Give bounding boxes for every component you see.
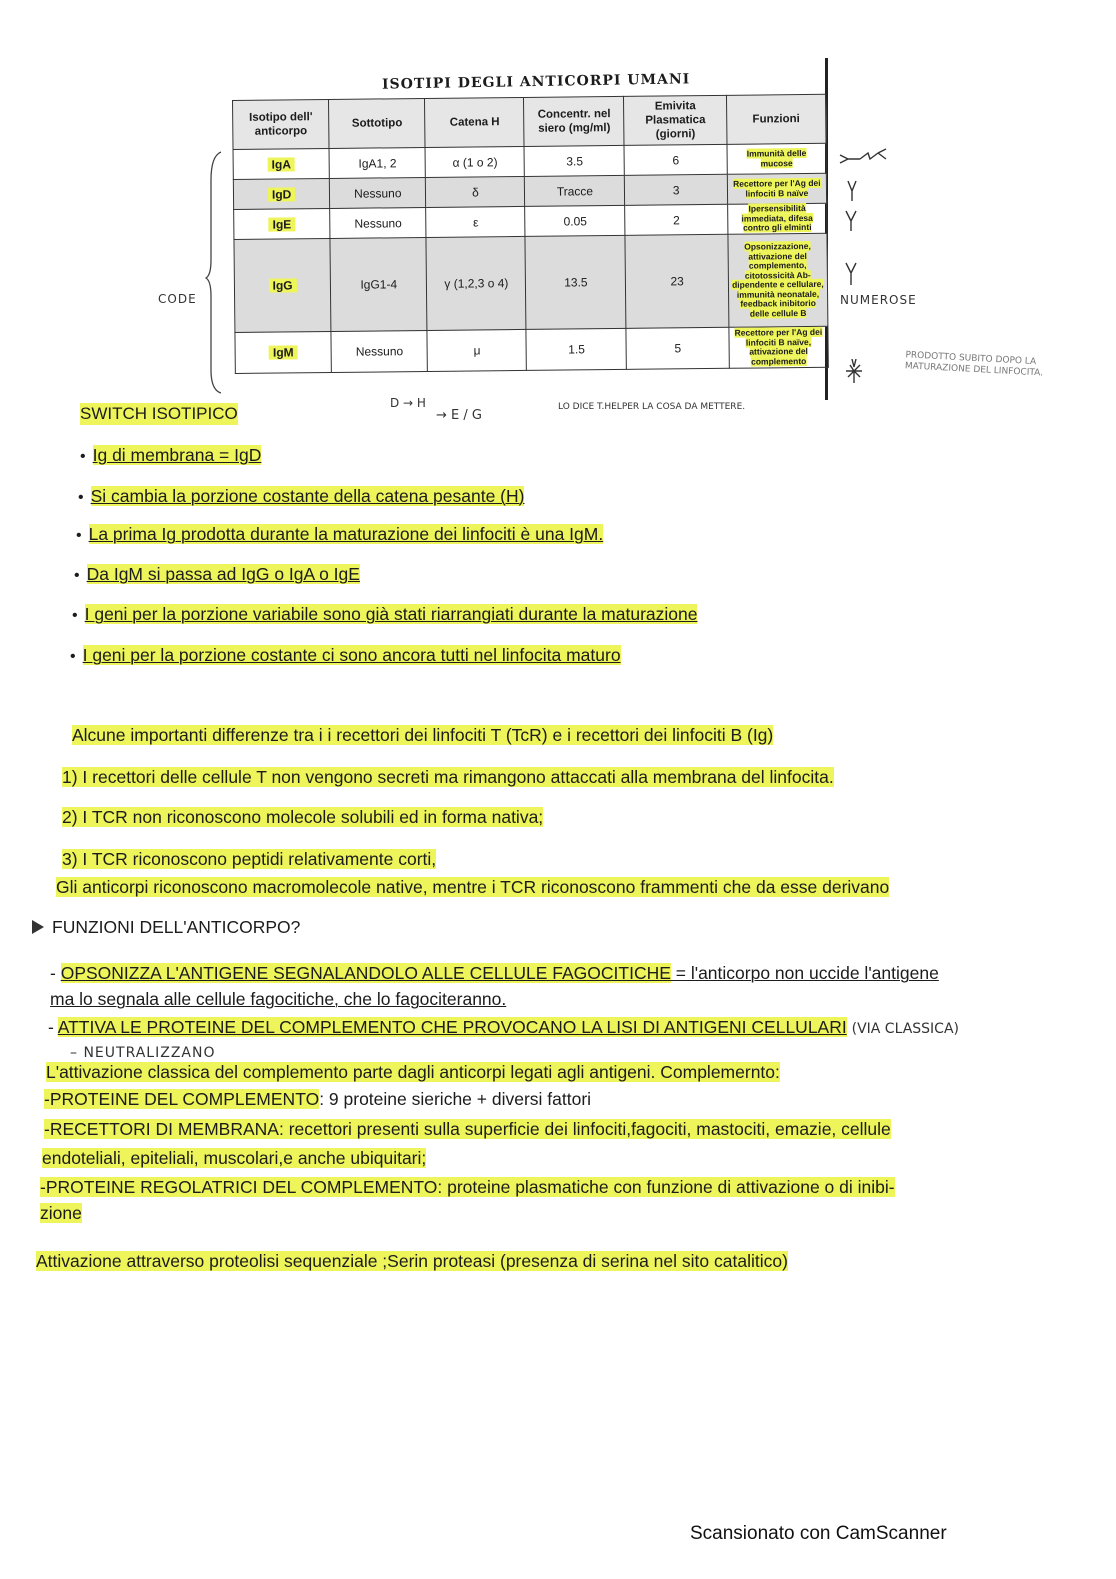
tcr-item-2: 2) I TCR non riconoscono molecole solubili ed in forma nativa; [62, 807, 544, 827]
list-item: • La prima Ig prodotta durante la maturazione dei linfociti è una IgM. [76, 523, 603, 547]
cell-chain: ε [426, 206, 525, 237]
complement-line: - ATTIVA LE PROTEINE DEL COMPLEMENTO CHE PROVOCANO LA LISI DI ANTIGENI CELLULARI (VIA CLASSICA) [48, 1017, 959, 1037]
scanner-footer: Scansionato con CamScanner [690, 1523, 947, 1544]
regulatory-proteins-2: zione [40, 1203, 82, 1223]
cell-chain: μ [427, 329, 526, 371]
antibody-shapes-icon [838, 145, 898, 405]
header-half-life: Emivita Plasmatica (giorni) [624, 95, 727, 145]
cell-isotype: IgA [233, 148, 330, 179]
header-subtype: Sottotipo [329, 98, 426, 148]
cell-isotype: IgD [233, 178, 330, 209]
opsonization-line-2: ma lo segnala alle cellule fagocitiche, che lo fagociteranno. [50, 989, 507, 1009]
complement-proteins: -PROTEINE DEL COMPLEMENTO: 9 proteine sieriche + diversi fattori [44, 1089, 592, 1109]
table-row [235, 326, 828, 373]
handwritten-side-note: LO DICE T.HELPER LA COSA DA METTERE. [558, 402, 746, 412]
tcr-item-1: 1) I recettori delle cellule T non vengono secreti ma rimangono attaccati alla membrana del linfocita. [62, 767, 834, 787]
list-item: • I geni per la porzione variabile sono già stati riarrangiati durante la maturazione [72, 603, 697, 627]
cell-isotype: IgE [234, 208, 331, 239]
cell-half-life: 5 [626, 327, 729, 369]
header-concentration: Concentr. nel siero (mg/ml) [524, 96, 625, 146]
switch-title: SWITCH ISOTIPICO [80, 404, 238, 423]
cell-function: Recettore per l'Ag dei linfociti B naïve, attivazione del complemento [729, 326, 829, 368]
cell-isotype: IgG [234, 238, 331, 332]
cell-isotype: IgM [235, 331, 332, 373]
cell-half-life: 2 [625, 204, 728, 235]
cell-half-life: 23 [625, 234, 728, 328]
cell-concentration: 3.5 [524, 145, 624, 176]
cell-subtype: IgG1-4 [330, 237, 427, 331]
cell-subtype: IgA1, 2 [329, 147, 425, 178]
brace-icon [205, 150, 225, 395]
membrane-receptors: -RECETTORI DI MEMBRANA: recettori presenti sulla superficie dei linfociti,fagociti, mastociti, emazie, cellule [44, 1119, 891, 1139]
isotype-table [232, 94, 829, 374]
table-row [234, 233, 828, 332]
cell-function: Opsonizzazione, attivazione del complemento, citotossicità Ab-dipendente e cellulare, immunità neonatale, feedback inibitorio delle cellule B [728, 233, 828, 327]
header-chain: Catena H [425, 97, 525, 147]
list-item: • Ig di membrana = IgD [80, 444, 261, 468]
handwritten-right-note: PRODOTTO SUBITO DOPO LA MATURAZIONE DEL LINFOCITA. [904, 350, 1044, 379]
cell-concentration: 0.05 [525, 205, 625, 236]
handwritten-numerose: NUMEROSE [840, 293, 917, 307]
functions-title: FUNZIONI DELL'ANTICORPO? [32, 916, 300, 938]
opsonization-line: - OPSONIZZA L'ANTIGENE SEGNALANDOLO ALLE CELLULE FAGOCITICHE = l'anticorpo non uccide l'antigene [50, 963, 939, 983]
tcr-intro: Alcune importanti differenze tra i i recettori dei linfociti T (TcR) e i recettori dei linfociti B (Ig) [72, 725, 774, 745]
cell-function: Recettore per l'Ag dei linfociti B naïve [727, 173, 826, 204]
cell-chain: α (1 o 2) [425, 146, 524, 177]
cell-subtype: Nessuno [331, 330, 428, 372]
tcr-conclusion: Gli anticorpi riconoscono macromolecole native, mentre i TCR riconoscono frammenti che da esse derivano [56, 877, 890, 897]
cell-subtype: Nessuno [330, 177, 426, 208]
cell-concentration: 1.5 [526, 328, 626, 370]
list-item: • Si cambia la porzione costante della catena pesante (H) [78, 485, 524, 509]
handwritten-code: CODE [158, 292, 197, 306]
regulatory-proteins: -PROTEINE REGOLATRICI DEL COMPLEMENTO: proteine plasmatiche con funzione di attivazione o di inibi- [40, 1177, 895, 1197]
cell-function: Immunità delle mucose [727, 143, 826, 174]
list-item: • I geni per la porzione costante ci sono ancora tutti nel linfocita maturo [70, 644, 621, 668]
cell-chain: δ [426, 176, 525, 207]
cell-concentration: 13.5 [525, 235, 626, 329]
table-title: ISOTIPI DEGLI ANTICORPI UMANI [381, 71, 691, 93]
triangle-bullet-icon [32, 920, 44, 934]
handwritten-e-g: → E / G [436, 408, 482, 423]
header-isotype: Isotipo dell' anticorpo [233, 99, 330, 149]
cell-chain: γ (1,2,3 o 4) [426, 236, 526, 330]
table-header-row [233, 94, 826, 149]
list-item: • Da IgM si passa ad IgG o IgA o IgE [74, 563, 360, 587]
header-functions: Funzioni [726, 94, 826, 144]
membrane-receptors-2: endoteliali, epiteliali, muscolari,e anche ubiquitari; [42, 1148, 427, 1168]
tcr-item-3: 3) I TCR riconoscono peptidi relativamente corti, [62, 849, 437, 869]
cell-half-life: 3 [625, 174, 728, 205]
cell-half-life: 6 [624, 144, 727, 175]
sequential-activation: Attivazione attraverso proteolisi sequenziale ;Serin proteasi (presenza di serina nel sito catalitico) [36, 1251, 788, 1271]
handwritten-d-h: D → H [390, 396, 426, 410]
isotype-table-figure [222, 60, 834, 400]
classic-activation: L'attivazione classica del complemento parte dagli anticorpi legati agli antigeni. Complemernto: [46, 1062, 780, 1082]
cell-subtype: Nessuno [330, 207, 426, 238]
neutralize-line: – NEUTRALIZZANO [70, 1045, 216, 1061]
cell-concentration: Tracce [525, 175, 625, 206]
cell-function: Ipersensibilità immediata, difesa contro gli elminti [727, 203, 826, 234]
